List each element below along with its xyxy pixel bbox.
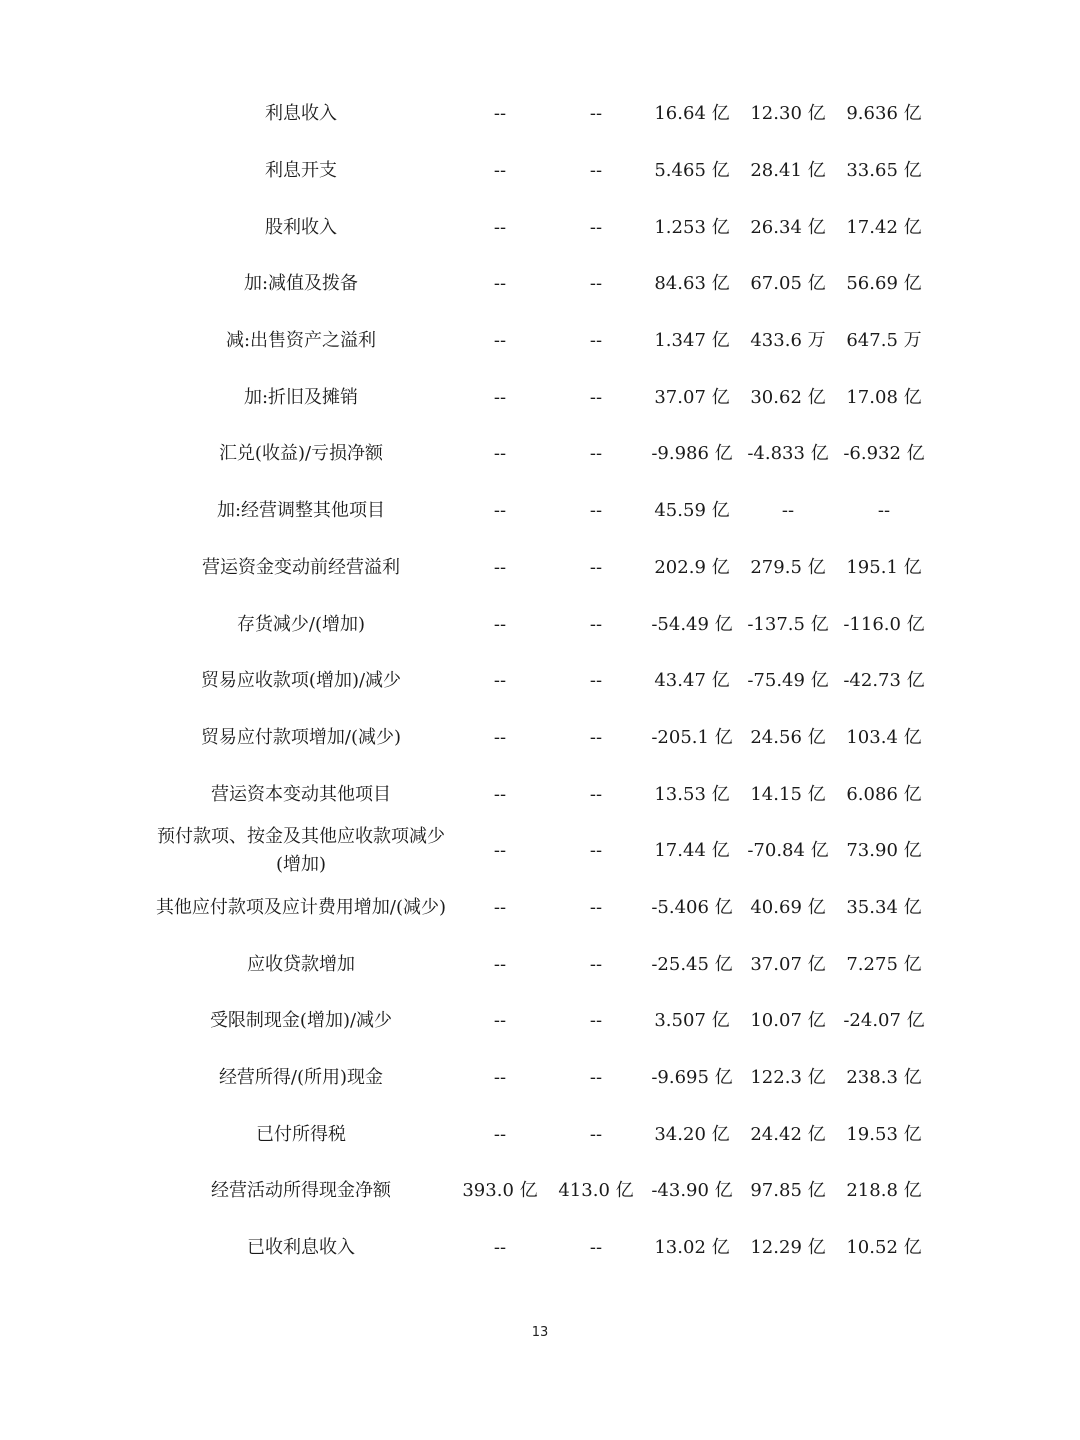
cell-value: 202.9 亿	[654, 556, 730, 578]
cell-value: 35.34 亿	[846, 896, 922, 918]
cell-value: 16.64 亿	[654, 103, 730, 125]
cell-value: --	[589, 556, 603, 578]
table-row	[150, 426, 932, 483]
cell-value: 84.63 亿	[654, 273, 730, 295]
cell-value: -9.986 亿	[651, 443, 733, 465]
cell-value: --	[493, 273, 507, 295]
cell-value: --	[493, 896, 507, 918]
row-label: 利息收入	[265, 103, 337, 125]
cell-value: 9.636 亿	[846, 103, 922, 125]
cell-value: --	[589, 670, 603, 692]
table-row	[150, 766, 932, 823]
cell-value: 28.41 亿	[750, 160, 826, 182]
cell-value: -54.49 亿	[651, 613, 733, 635]
cell-value: --	[589, 1123, 603, 1145]
row-label: 加:减值及拨备	[243, 273, 359, 295]
cash-flow-table	[150, 86, 932, 1276]
cell-value: 19.53 亿	[846, 1123, 922, 1145]
table-row	[150, 86, 932, 143]
table-row	[150, 483, 932, 540]
cell-value: -6.932 亿	[843, 443, 925, 465]
cell-value: 195.1 亿	[846, 556, 922, 578]
cell-value: 24.42 亿	[750, 1123, 826, 1145]
row-label: 加:经营调整其他项目	[216, 500, 386, 522]
cell-value: 6.086 亿	[846, 783, 922, 805]
cell-value: --	[493, 1067, 507, 1089]
cell-value: --	[493, 216, 507, 238]
row-label: 已收利息收入	[247, 1237, 355, 1259]
cell-value: --	[493, 1010, 507, 1032]
cell-value: --	[589, 103, 603, 125]
cell-value: --	[493, 1123, 507, 1145]
cell-value: --	[589, 783, 603, 805]
cell-value: -9.695 亿	[651, 1067, 733, 1089]
cell-value: --	[493, 840, 507, 862]
cell-value: 37.07 亿	[750, 953, 826, 975]
cell-value: -75.49 亿	[747, 670, 829, 692]
cell-value: -25.45 亿	[651, 953, 733, 975]
cell-value: 10.07 亿	[750, 1010, 826, 1032]
cell-value: --	[589, 216, 603, 238]
cell-value: 73.90 亿	[846, 840, 922, 862]
cell-value: 279.5 亿	[750, 556, 826, 578]
cell-value: -5.406 亿	[651, 896, 733, 918]
cell-value: --	[493, 783, 507, 805]
cell-value: -4.833 亿	[747, 443, 829, 465]
row-label: 预付款项、按金及其他应收款项减少(增加)	[157, 826, 445, 876]
cell-value: -205.1 亿	[651, 726, 733, 748]
cell-value: --	[781, 500, 795, 522]
cell-value: 33.65 亿	[846, 160, 922, 182]
cell-value: 7.275 亿	[846, 953, 922, 975]
cell-value: --	[493, 160, 507, 182]
cell-value: 24.56 亿	[750, 726, 826, 748]
table-row	[150, 199, 932, 256]
row-label: 贸易应付款项增加/(减少)	[200, 726, 402, 748]
cell-value: --	[493, 670, 507, 692]
cell-value: 647.5 万	[846, 330, 922, 352]
cell-value: 5.465 亿	[654, 160, 730, 182]
cell-value: -137.5 亿	[747, 613, 829, 635]
cell-value: -24.07 亿	[843, 1010, 925, 1032]
cell-value: 3.507 亿	[654, 1010, 730, 1032]
cell-value: --	[493, 556, 507, 578]
row-label: 经营活动所得现金净额	[211, 1180, 391, 1202]
row-label: 营运资本变动其他项目	[211, 783, 391, 805]
cell-value: --	[493, 386, 507, 408]
cell-value: 34.20 亿	[654, 1123, 730, 1145]
cell-value: 13.53 亿	[654, 783, 730, 805]
cell-value: --	[493, 103, 507, 125]
cell-value: --	[493, 953, 507, 975]
cell-value: --	[493, 500, 507, 522]
row-label: 减:出售资产之溢利	[225, 330, 377, 352]
cell-value: 218.8 亿	[846, 1180, 922, 1202]
row-label: 受限制现金(增加)/减少	[209, 1010, 393, 1032]
cell-value: 433.6 万	[750, 330, 826, 352]
row-label: 股利收入	[265, 216, 337, 238]
cell-value: --	[589, 896, 603, 918]
table-row	[150, 540, 932, 597]
cell-value: --	[493, 613, 507, 635]
row-label: 利息开支	[265, 160, 337, 182]
table-row	[150, 143, 932, 200]
cell-value: --	[877, 500, 891, 522]
row-label: 贸易应收款项(增加)/减少	[200, 670, 402, 692]
cell-value: --	[493, 726, 507, 748]
cell-value: 17.08 亿	[846, 386, 922, 408]
cell-value: 40.69 亿	[750, 896, 826, 918]
cell-value: 67.05 亿	[750, 273, 826, 295]
row-label: 存货减少/(增加)	[236, 613, 366, 635]
cell-value: 17.44 亿	[654, 840, 730, 862]
table-row	[150, 313, 932, 370]
cell-value: --	[589, 500, 603, 522]
cell-value: 12.30 亿	[750, 103, 826, 125]
cell-value: 413.0 亿	[558, 1180, 634, 1202]
cell-value: 37.07 亿	[654, 386, 730, 408]
cell-value: 103.4 亿	[846, 726, 922, 748]
row-label: 加:折旧及摊销	[243, 386, 359, 408]
cell-value: --	[589, 273, 603, 295]
table-row	[150, 1106, 932, 1163]
cell-value: --	[589, 726, 603, 748]
table-row	[150, 823, 932, 880]
cell-value: -42.73 亿	[843, 670, 925, 692]
page-number: 13	[531, 1325, 549, 1340]
row-label: 营运资金变动前经营溢利	[202, 556, 400, 578]
table-row	[150, 710, 932, 767]
cell-value: 14.15 亿	[750, 783, 826, 805]
table-row	[150, 936, 932, 993]
row-label: 已付所得税	[256, 1123, 346, 1145]
cell-value: --	[589, 953, 603, 975]
table-row	[150, 369, 932, 426]
cell-value: -116.0 亿	[843, 613, 925, 635]
cell-value: --	[589, 386, 603, 408]
cell-value: 10.52 亿	[846, 1237, 922, 1259]
cell-value: 56.69 亿	[846, 273, 922, 295]
cell-value: -43.90 亿	[651, 1180, 733, 1202]
cell-value: 17.42 亿	[846, 216, 922, 238]
cell-value: 97.85 亿	[750, 1180, 826, 1202]
cell-value: --	[589, 840, 603, 862]
cell-value: 1.253 亿	[654, 216, 730, 238]
row-label: 经营所得/(所用)现金	[218, 1067, 384, 1089]
table-row	[150, 256, 932, 313]
cell-value: 43.47 亿	[654, 670, 730, 692]
table-row	[150, 1050, 932, 1107]
cell-value: --	[589, 613, 603, 635]
table-row	[150, 1163, 932, 1220]
table-row	[150, 653, 932, 710]
cell-value: 393.0 亿	[462, 1180, 538, 1202]
row-label: 汇兑(收益)/亏损净额	[218, 443, 384, 465]
table-row	[150, 596, 932, 653]
cell-value: --	[589, 330, 603, 352]
row-label: 其他应付款项及应计费用增加/(减少)	[155, 896, 447, 918]
cell-value: -70.84 亿	[747, 840, 829, 862]
cell-value: 13.02 亿	[654, 1237, 730, 1259]
cell-value: 122.3 亿	[750, 1067, 826, 1089]
cell-value: 30.62 亿	[750, 386, 826, 408]
cell-value: --	[589, 1010, 603, 1032]
row-label: 应收贷款增加	[247, 953, 355, 975]
cell-value: --	[589, 1067, 603, 1089]
cell-value: 238.3 亿	[846, 1067, 922, 1089]
cell-value: --	[493, 1237, 507, 1259]
cell-value: 26.34 亿	[750, 216, 826, 238]
cell-value: --	[493, 443, 507, 465]
cell-value: --	[589, 443, 603, 465]
cell-value: --	[589, 160, 603, 182]
cell-value: 1.347 亿	[654, 330, 730, 352]
table-row	[150, 993, 932, 1050]
table-row	[150, 880, 932, 937]
cell-value: 12.29 亿	[750, 1237, 826, 1259]
table-body	[150, 86, 932, 1276]
cell-value: --	[493, 330, 507, 352]
cell-value: --	[589, 1237, 603, 1259]
table-row	[150, 1220, 932, 1277]
cell-value: 45.59 亿	[654, 500, 730, 522]
